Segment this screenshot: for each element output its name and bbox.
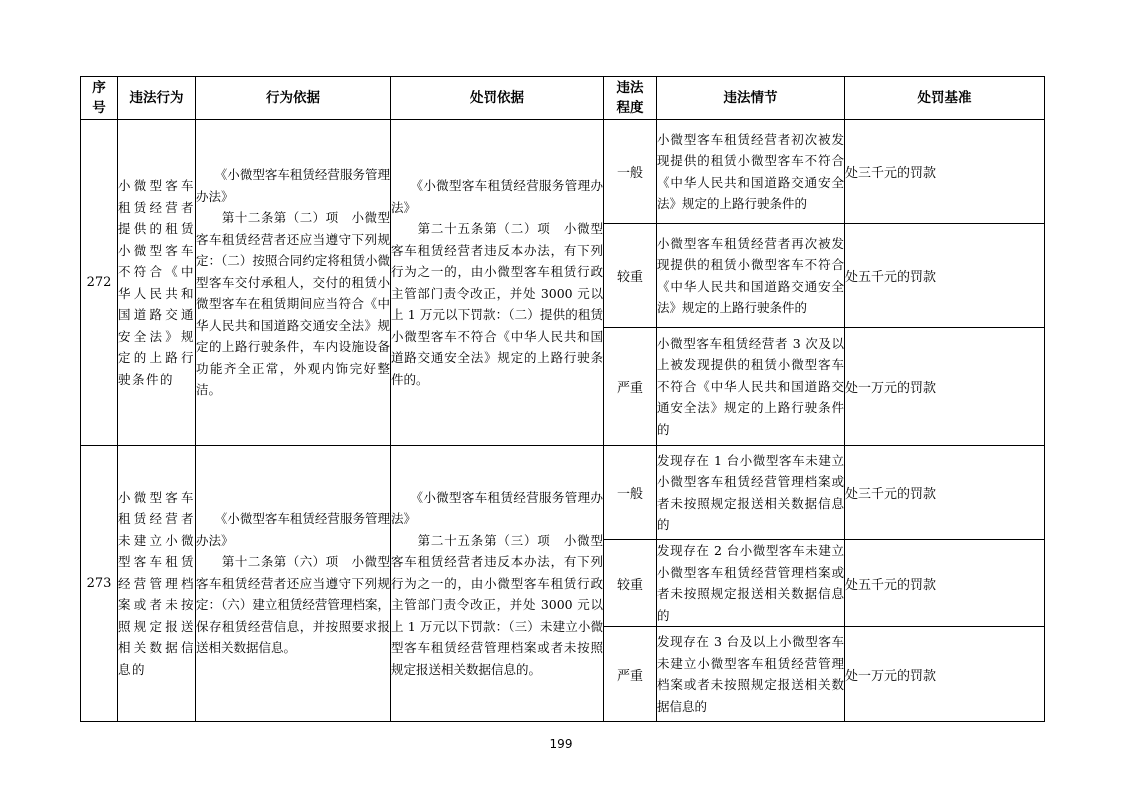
act-basis: 《小微型客车租赁经营服务管理办法》 第十二条第（六）项 小微型客车租赁经营者还应当遵守下列规定：（六）建立租赁经营管理档案，保存租赁经营信息，并按照要求报送相关数据信息。	[196, 446, 391, 722]
violation-act: 小微型客车租赁经营者提供的租赁小微型客车不符合《中华人民共和国道路交通安全法》规定的上路行驶条件的	[118, 120, 196, 446]
degree: 一般	[604, 120, 657, 224]
degree: 较重	[604, 540, 657, 627]
header-act-basis: 行为依据	[196, 77, 391, 120]
row-seq: 272	[81, 120, 118, 446]
degree: 严重	[604, 627, 657, 722]
penalty-standard: 处一万元的罚款	[845, 328, 1045, 446]
circumstance: 发现存在 2 台小微型客车未建立小微型客车租赁经营管理档案或者未按照规定报送相关数据信息的	[657, 540, 845, 627]
penalty-basis: 《小微型客车租赁经营服务管理办法》 第二十五条第（二）项 小微型客车租赁经营者违反本办法，有下列行为之一的，由小微型客车租赁行政主管部门责令改正，并处 3000 元以上 1 万元以下罚款：（二）提供的租赁小微型客车不符合《中华人民共和国道路交通安全法》规定的上路行驶条件的。	[391, 120, 604, 446]
degree: 一般	[604, 446, 657, 540]
circumstance: 发现存在 3 台及以上小微型客车未建立小微型客车租赁经营管理档案或者未按照规定报送相关数据信息的	[657, 627, 845, 722]
penalty-table	[80, 76, 1045, 722]
header-seq: 序 号	[81, 77, 118, 120]
degree: 较重	[604, 224, 657, 328]
header-circumstance: 违法情节	[657, 77, 845, 120]
header-row	[81, 77, 1045, 120]
table-row	[81, 120, 1045, 224]
circumstance: 小微型客车租赁经营者再次被发现提供的租赁小微型客车不符合《中华人民共和国道路交通安全法》规定的上路行驶条件的	[657, 224, 845, 328]
header-penalty-basis: 处罚依据	[391, 77, 604, 120]
penalty-basis: 《小微型客车租赁经营服务管理办法》 第二十五条第（三）项 小微型客车租赁经营者违反本办法，有下列行为之一的，由小微型客车租赁行政主管部门责令改正，并处 3000 元以上 1 万元以下罚款：（三）未建立小微型客车租赁经营管理档案或者未按照规定报送相关数据信息的。	[391, 446, 604, 722]
circumstance: 小微型客车租赁经营者 3 次及以上被发现提供的租赁小微型客车不符合《中华人民共和国道路交通安全法》规定的上路行驶条件的	[657, 328, 845, 446]
circumstance: 发现存在 1 台小微型客车未建立小微型客车租赁经营管理档案或者未按照规定报送相关数据信息的	[657, 446, 845, 540]
degree: 严重	[604, 328, 657, 446]
penalty-standard: 处一万元的罚款	[845, 627, 1045, 722]
circumstance: 小微型客车租赁经营者初次被发现提供的租赁小微型客车不符合《中华人民共和国道路交通安全法》规定的上路行驶条件的	[657, 120, 845, 224]
table-row	[81, 446, 1045, 540]
header-standard: 处罚基准	[845, 77, 1045, 120]
page-number: 199	[549, 737, 573, 751]
penalty-standard: 处五千元的罚款	[845, 540, 1045, 627]
penalty-standard: 处三千元的罚款	[845, 446, 1045, 540]
header-violation-act: 违法行为	[118, 77, 196, 120]
violation-act: 小微型客车租赁经营者未建立小微型客车租赁经营管理档案或者未按照规定报送相关数据信息的	[118, 446, 196, 722]
penalty-standard: 处五千元的罚款	[845, 224, 1045, 328]
header-degree: 违法 程度	[604, 77, 657, 120]
act-basis: 《小微型客车租赁经营服务管理办法》 第十二条第（二）项 小微型客车租赁经营者还应当遵守下列规定：（二）按照合同约定将租赁小微型客车交付承租人，交付的租赁小微型客车在租赁期间应当符合《中华人民共和国道路交通安全法》规定的上路行驶条件，车内设施设备功能齐全正常，外观内饰完好整洁。	[196, 120, 391, 446]
row-seq: 273	[81, 446, 118, 722]
penalty-standard: 处三千元的罚款	[845, 120, 1045, 224]
